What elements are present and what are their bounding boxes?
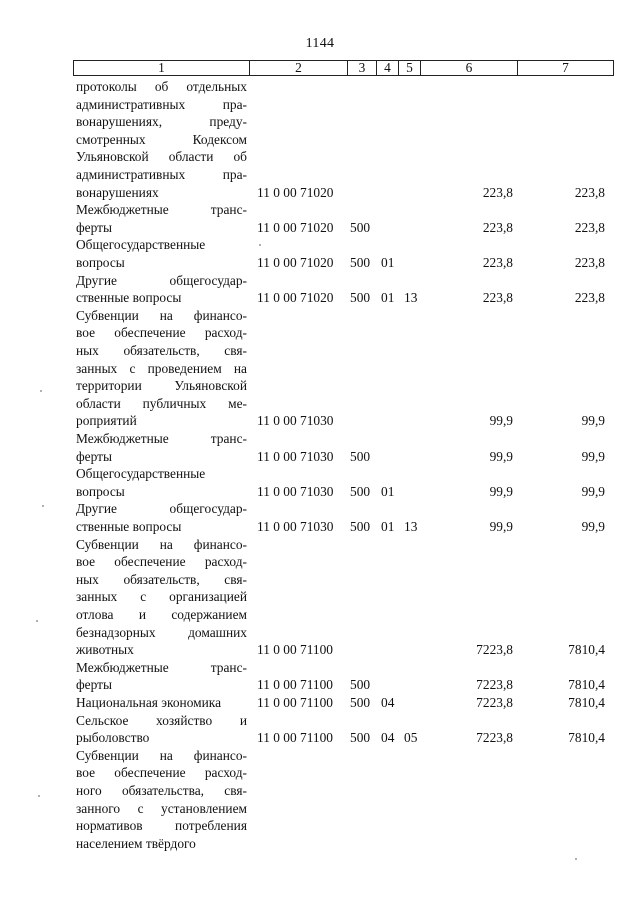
description-line: Межбюджетные транс- [76,659,247,675]
header-col-7: 7 [562,60,569,75]
amount-col-6: 99,9 [489,483,513,499]
amount-col-6: 7223,8 [476,677,513,693]
description-line: занных с организацией [76,589,247,605]
amount-col-6: 7223,8 [476,642,513,658]
scan-speck [38,795,40,797]
subsection-cell: 01 [381,254,395,270]
amount-col-6: 7223,8 [476,730,513,746]
amount-col-6: 99,9 [489,413,513,429]
description-line: нормативов потребления [76,818,247,834]
amount-col-6: 223,8 [482,290,513,306]
header-col-5: 5 [399,61,421,75]
description-line: Сельское хозяйство и [76,712,247,728]
amount-col-7: 7810,4 [568,642,605,658]
section-cell: 500 [350,290,371,306]
description-line: ного обязательства, свя- [76,782,247,798]
code-cell: 11 0 00 71100 [257,642,334,658]
description-line: протоколы об отдельных [76,79,247,94]
section-cell: 500 [350,219,371,235]
table-header [73,60,614,76]
amount-col-6: 223,8 [482,184,513,200]
section-cell: 500 [350,518,371,534]
description-line: Национальная экономика [76,695,222,710]
description-line: ных обязательств, свя- [76,571,247,587]
page-number: 1144 [305,36,335,51]
code-cell: 11 0 00 71100 [257,730,334,746]
description-line: ственные вопросы [76,518,182,534]
description-line: вое обеспечение расход- [76,765,247,781]
row-description [76,747,247,853]
amount-col-7: 7810,4 [568,695,605,710]
amount-col-7: 223,8 [574,254,605,270]
scan-speck [259,244,261,246]
amount-col-6: 99,9 [489,518,513,534]
description-line: ферты [76,219,112,235]
amount-col-7: 99,9 [581,413,605,429]
amount-col-7: 99,9 [581,483,605,499]
code-cell: 11 0 00 71030 [257,483,334,499]
description-line: рыболовство [76,730,150,746]
subsection-cell: 01 [381,290,395,306]
item-cell: 13 [404,290,418,306]
amount-col-7: 7810,4 [568,677,605,693]
description-line: вое обеспечение расход- [76,325,247,341]
amount-col-6: 223,8 [482,219,513,235]
amount-col-6: 7223,8 [476,695,513,710]
section-cell: 500 [350,483,371,499]
code-cell: 11 0 00 71100 [257,695,334,710]
section-cell: 500 [350,448,371,464]
description-line: отлова и содержанием [76,606,247,622]
section-cell: 500 [350,254,371,270]
subsection-cell: 04 [381,695,395,710]
code-cell: 11 0 00 71100 [257,677,334,693]
code-cell: 11 0 00 71030 [257,413,334,429]
scan-speck [42,505,44,507]
header-col-6: 6 [421,61,518,75]
description-line: Субвенции на финансо- [76,536,247,552]
amount-col-7: 7810,4 [568,730,605,746]
description-line: административных пра- [76,96,247,112]
item-cell: 05 [404,730,418,746]
description-line: Межбюджетные транс- [76,202,247,218]
amount-col-6: 223,8 [482,254,513,270]
amount-col-7: 223,8 [574,290,605,306]
description-line: ферты [76,448,112,464]
description-line: безнадзорных домашних [76,624,247,640]
description-line: Межбюджетные транс- [76,431,247,446]
section-cell: 500 [350,730,371,746]
description-line: ферты [76,677,112,693]
description-line: территории Ульяновской [76,378,247,394]
header-col-1: 1 [74,61,250,75]
header-col-4: 4 [377,61,399,75]
description-line: ственные вопросы [76,290,182,306]
description-line: административных пра- [76,166,247,182]
description-line: вое обеспечение расход- [76,554,247,570]
description-line: Другие общегосудар- [76,501,247,517]
header-col-2: 2 [250,61,348,75]
amount-col-7: 99,9 [581,518,605,534]
code-cell: 11 0 00 71030 [257,448,334,464]
code-cell: 11 0 00 71030 [257,518,334,534]
scan-speck [40,390,42,392]
description-line: Другие общегосудар- [76,272,247,288]
description-line: вопросы [76,254,125,270]
amount-col-6: 99,9 [489,448,513,464]
description-line: вонарушениях, преду- [76,114,247,130]
item-cell: 13 [404,518,418,534]
description-line: занных с проведением на [76,360,247,376]
description-line: Общегосударственные [76,466,206,482]
description-line: Общегосударственные [76,237,206,253]
subsection-cell: 04 [381,730,395,746]
description-line: роприятий [76,413,137,429]
code-cell: 11 0 00 71020 [257,219,334,235]
description-line: вонарушениях [76,184,159,200]
description-line: Ульяновской области об [76,149,247,165]
scan-speck [575,858,577,860]
code-cell: 11 0 00 71020 [257,254,334,270]
code-cell: 11 0 00 71020 [257,184,334,200]
amount-col-7: 99,9 [581,448,605,464]
description-line: вопросы [76,483,125,499]
section-cell: 500 [350,677,371,693]
description-line: населением твёрдого [76,835,196,851]
section-cell: 500 [350,695,371,710]
header-col-3: 3 [348,61,377,75]
description-line: занного с установлением [76,800,247,816]
scan-speck [36,620,38,622]
description-line: области публичных ме- [76,395,247,411]
description-line: ных обязательств, свя- [76,342,247,358]
code-cell: 11 0 00 71020 [257,290,334,306]
description-line: Субвенции на финансо- [76,747,247,763]
description-line: животных [76,642,134,658]
description-line: Субвенции на финансо- [76,307,247,323]
subsection-cell: 01 [381,518,395,534]
amount-col-7: 223,8 [574,184,605,200]
amount-col-7: 223,8 [574,219,605,235]
subsection-cell: 01 [381,483,395,499]
description-line: смотренных Кодексом [76,131,247,147]
